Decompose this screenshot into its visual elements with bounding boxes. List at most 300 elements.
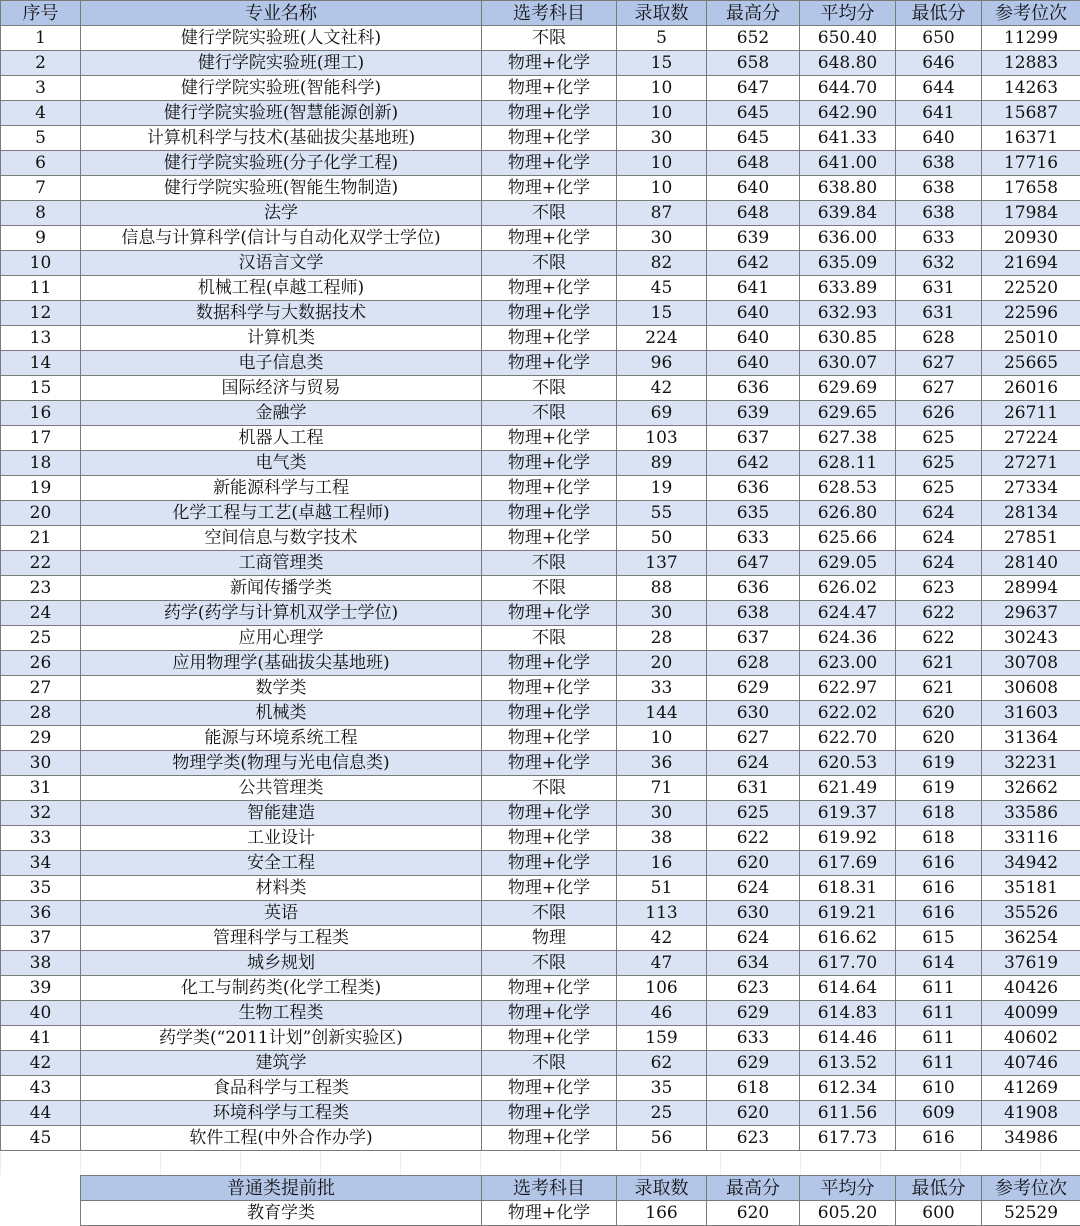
cell-avg-score: 624.47: [800, 601, 896, 626]
cell-subjects: 物理+化学: [482, 1126, 617, 1151]
cell-subjects: 物理+化学: [482, 651, 617, 676]
cell-avg-score: 635.09: [800, 251, 896, 276]
cell-avg-score: 616.62: [800, 926, 896, 951]
cell-min-score: 620: [896, 701, 982, 726]
cell-rank: 30708: [982, 651, 1080, 676]
cell-max-score: 628: [707, 651, 800, 676]
cell-admitted-count: 36: [617, 751, 707, 776]
table-row: [1, 801, 1080, 826]
cell-min-score: 624: [896, 501, 982, 526]
cell-admitted-count: 47: [617, 951, 707, 976]
cell-admitted-count: 25: [617, 1101, 707, 1126]
cell-avg-score: 628.53: [800, 476, 896, 501]
cell-index: 45: [1, 1126, 81, 1151]
cell-min-score: 620: [896, 726, 982, 751]
cell-index: 3: [1, 76, 81, 101]
cell-index: 12: [1, 301, 81, 326]
cell-index: 17: [1, 426, 81, 451]
cell-min-score: 626: [896, 401, 982, 426]
cell-avg-score: 617.73: [800, 1126, 896, 1151]
cell-major-name: 食品科学与工程类: [81, 1076, 482, 1101]
cell-min-score: 646: [896, 51, 982, 76]
cell-avg-score: 641.33: [800, 126, 896, 151]
cell-min-score: 619: [896, 751, 982, 776]
cell-max-score: 640: [707, 326, 800, 351]
cell-min-score: 625: [896, 426, 982, 451]
cell-min-score: 632: [896, 251, 982, 276]
cell-major-name: 国际经济与贸易: [81, 376, 482, 401]
cell-admitted-count: 50: [617, 526, 707, 551]
cell-avg-score: 626.80: [800, 501, 896, 526]
cell-rank: 17984: [982, 201, 1080, 226]
table-row: [1, 551, 1080, 576]
header-subjects: 选考科目: [482, 1176, 617, 1201]
cell-max-score: 637: [707, 426, 800, 451]
cell-index: 29: [1, 726, 81, 751]
cell-avg-score: 622.02: [800, 701, 896, 726]
cell-min-score: 631: [896, 276, 982, 301]
header-index: 序号: [1, 1, 81, 26]
table-row: [1, 1001, 1080, 1026]
cell-min-score: 650: [896, 26, 982, 51]
cell-index: 8: [1, 201, 81, 226]
cell-subjects: 物理+化学: [482, 101, 617, 126]
cell-subjects: 物理+化学: [482, 1076, 617, 1101]
cell-subjects: 物理+化学: [482, 1201, 617, 1226]
cell-admitted-count: 56: [617, 1126, 707, 1151]
cell-subjects: 物理+化学: [482, 826, 617, 851]
cell-max-score: 634: [707, 951, 800, 976]
cell-index: 11: [1, 276, 81, 301]
cell-index: 20: [1, 501, 81, 526]
table-row: [1, 201, 1080, 226]
cell-rank: 27224: [982, 426, 1080, 451]
cell-min-score: 618: [896, 801, 982, 826]
table-row: [1, 876, 1080, 901]
cell-min-score: 615: [896, 926, 982, 951]
cell-avg-score: 629.05: [800, 551, 896, 576]
cell-max-score: 630: [707, 701, 800, 726]
cell-index: 31: [1, 776, 81, 801]
cell-rank: 22520: [982, 276, 1080, 301]
cell-min-score: 628: [896, 326, 982, 351]
table-row: [1, 101, 1080, 126]
table-row: [1, 276, 1080, 301]
table-row: [1, 526, 1080, 551]
cell-admitted-count: 224: [617, 326, 707, 351]
table-row: [1, 301, 1080, 326]
cell-major-name: 建筑学: [81, 1051, 482, 1076]
cell-major-name: 数学类: [81, 676, 482, 701]
cell-index: 5: [1, 126, 81, 151]
cell-major-name: 金融学: [81, 401, 482, 426]
cell-avg-score: 618.31: [800, 876, 896, 901]
cell-subjects: 物理+化学: [482, 76, 617, 101]
early-batch-header-row: [81, 1176, 1080, 1201]
cell-admitted-count: 46: [617, 1001, 707, 1026]
cell-admitted-count: 103: [617, 426, 707, 451]
cell-index: 35: [1, 876, 81, 901]
cell-rank: 41908: [982, 1101, 1080, 1126]
cell-admitted-count: 106: [617, 976, 707, 1001]
cell-index: 30: [1, 751, 81, 776]
cell-subjects: 不限: [482, 376, 617, 401]
cell-admitted-count: 19: [617, 476, 707, 501]
cell-index: 2: [1, 51, 81, 76]
cell-index: 16: [1, 401, 81, 426]
cell-subjects: 物理+化学: [482, 451, 617, 476]
cell-admitted-count: 45: [617, 276, 707, 301]
cell-avg-score: 642.90: [800, 101, 896, 126]
table-row: [1, 1051, 1080, 1076]
cell-index: 28: [1, 701, 81, 726]
cell-major-name: 材料类: [81, 876, 482, 901]
cell-index: 23: [1, 576, 81, 601]
cell-major-name: 机械类: [81, 701, 482, 726]
table-row: [1, 51, 1080, 76]
cell-subjects: 物理+化学: [482, 676, 617, 701]
cell-max-score: 623: [707, 976, 800, 1001]
cell-subjects: 物理+化学: [482, 226, 617, 251]
cell-min-score: 638: [896, 151, 982, 176]
cell-max-score: 638: [707, 601, 800, 626]
cell-major-name: 教育学类: [81, 1201, 482, 1226]
cell-max-score: 641: [707, 276, 800, 301]
cell-admitted-count: 82: [617, 251, 707, 276]
cell-major-name: 健行学院实验班(人文社科): [81, 26, 482, 51]
cell-rank: 25010: [982, 326, 1080, 351]
cell-min-score: 644: [896, 76, 982, 101]
cell-index: 36: [1, 901, 81, 926]
table-row: [1, 226, 1080, 251]
cell-rank: 34986: [982, 1126, 1080, 1151]
cell-index: 24: [1, 601, 81, 626]
cell-rank: 20930: [982, 226, 1080, 251]
cell-major-name: 健行学院实验班(理工): [81, 51, 482, 76]
cell-admitted-count: 10: [617, 726, 707, 751]
cell-admitted-count: 69: [617, 401, 707, 426]
cell-admitted-count: 28: [617, 626, 707, 651]
table-row: [1, 851, 1080, 876]
cell-max-score: 620: [707, 1201, 800, 1226]
table-row: [1, 926, 1080, 951]
cell-admitted-count: 15: [617, 51, 707, 76]
table-row: [1, 626, 1080, 651]
cell-avg-score: 648.80: [800, 51, 896, 76]
header-rank: 参考位次: [982, 1, 1080, 26]
table-row: [1, 726, 1080, 751]
cell-avg-score: 628.11: [800, 451, 896, 476]
cell-avg-score: 622.70: [800, 726, 896, 751]
cell-max-score: 625: [707, 801, 800, 826]
header-avg-score: 平均分: [800, 1, 896, 26]
cell-major-name: 生物工程类: [81, 1001, 482, 1026]
cell-admitted-count: 30: [617, 126, 707, 151]
cell-admitted-count: 30: [617, 801, 707, 826]
cell-avg-score: 617.70: [800, 951, 896, 976]
cell-rank: 33116: [982, 826, 1080, 851]
table-row: [1, 1126, 1080, 1151]
table-row: [1, 1101, 1080, 1126]
cell-index: 7: [1, 176, 81, 201]
cell-index: 4: [1, 101, 81, 126]
cell-max-score: 640: [707, 176, 800, 201]
cell-min-score: 631: [896, 301, 982, 326]
cell-subjects: 物理+化学: [482, 976, 617, 1001]
cell-avg-score: 621.49: [800, 776, 896, 801]
cell-index: 26: [1, 651, 81, 676]
cell-subjects: 物理: [482, 926, 617, 951]
cell-rank: 17658: [982, 176, 1080, 201]
table-row: [1, 1076, 1080, 1101]
cell-rank: 27271: [982, 451, 1080, 476]
cell-rank: 40602: [982, 1026, 1080, 1051]
cell-max-score: 645: [707, 126, 800, 151]
cell-subjects: 物理+化学: [482, 351, 617, 376]
cell-rank: 26016: [982, 376, 1080, 401]
cell-index: 37: [1, 926, 81, 951]
cell-subjects: 物理+化学: [482, 51, 617, 76]
cell-min-score: 624: [896, 551, 982, 576]
cell-subjects: 不限: [482, 401, 617, 426]
cell-major-name: 电子信息类: [81, 351, 482, 376]
cell-avg-score: 614.83: [800, 1001, 896, 1026]
cell-admitted-count: 51: [617, 876, 707, 901]
cell-rank: 32231: [982, 751, 1080, 776]
cell-index: 13: [1, 326, 81, 351]
cell-avg-score: 638.80: [800, 176, 896, 201]
cell-index: 22: [1, 551, 81, 576]
cell-min-score: 616: [896, 1126, 982, 1151]
table-row: [1, 401, 1080, 426]
table-body: [1, 26, 1080, 1151]
cell-admitted-count: 88: [617, 576, 707, 601]
table-row: [1, 776, 1080, 801]
table-row: [1, 351, 1080, 376]
cell-admitted-count: 62: [617, 1051, 707, 1076]
cell-index: 32: [1, 801, 81, 826]
cell-subjects: 物理+化学: [482, 151, 617, 176]
cell-avg-score: 605.20: [800, 1201, 896, 1226]
cell-major-name: 工业设计: [81, 826, 482, 851]
cell-subjects: 物理+化学: [482, 501, 617, 526]
cell-avg-score: 633.89: [800, 276, 896, 301]
cell-major-name: 英语: [81, 901, 482, 926]
table-row: [1, 701, 1080, 726]
cell-major-name: 计算机科学与技术(基础拔尖基地班): [81, 126, 482, 151]
cell-rank: 41269: [982, 1076, 1080, 1101]
cell-rank: 31364: [982, 726, 1080, 751]
cell-admitted-count: 166: [617, 1201, 707, 1226]
cell-rank: 52529: [982, 1201, 1080, 1226]
cell-min-score: 616: [896, 851, 982, 876]
cell-major-name: 健行学院实验班(智能生物制造): [81, 176, 482, 201]
cell-max-score: 648: [707, 201, 800, 226]
cell-max-score: 642: [707, 451, 800, 476]
cell-min-score: 622: [896, 626, 982, 651]
cell-avg-score: 619.37: [800, 801, 896, 826]
cell-admitted-count: 42: [617, 376, 707, 401]
cell-avg-score: 650.40: [800, 26, 896, 51]
table-row: [1, 751, 1080, 776]
cell-admitted-count: 10: [617, 101, 707, 126]
cell-max-score: 629: [707, 1051, 800, 1076]
cell-max-score: 633: [707, 526, 800, 551]
cell-min-score: 640: [896, 126, 982, 151]
header-max-score: 最高分: [707, 1176, 800, 1201]
header-admitted-count: 录取数: [617, 1, 707, 26]
cell-major-name: 计算机类: [81, 326, 482, 351]
cell-rank: 35526: [982, 901, 1080, 926]
cell-major-name: 城乡规划: [81, 951, 482, 976]
cell-index: 6: [1, 151, 81, 176]
cell-rank: 12883: [982, 51, 1080, 76]
cell-avg-score: 629.65: [800, 401, 896, 426]
cell-max-score: 620: [707, 1101, 800, 1126]
cell-admitted-count: 55: [617, 501, 707, 526]
cell-max-score: 618: [707, 1076, 800, 1101]
cell-rank: 32662: [982, 776, 1080, 801]
cell-major-name: 化工与制药类(化学工程类): [81, 976, 482, 1001]
cell-avg-score: 644.70: [800, 76, 896, 101]
table-row: [1, 26, 1080, 51]
cell-max-score: 652: [707, 26, 800, 51]
cell-max-score: 636: [707, 376, 800, 401]
cell-rank: 11299: [982, 26, 1080, 51]
table-row: [1, 151, 1080, 176]
cell-admitted-count: 10: [617, 176, 707, 201]
cell-rank: 29637: [982, 601, 1080, 626]
cell-admitted-count: 30: [617, 226, 707, 251]
cell-min-score: 619: [896, 776, 982, 801]
early-batch-table: [80, 1175, 1080, 1226]
cell-avg-score: 617.69: [800, 851, 896, 876]
table-row: [1, 76, 1080, 101]
cell-min-score: 618: [896, 826, 982, 851]
cell-subjects: 物理+化学: [482, 426, 617, 451]
cell-avg-score: 622.97: [800, 676, 896, 701]
cell-max-score: 627: [707, 726, 800, 751]
table-row: [1, 676, 1080, 701]
table-row: [1, 176, 1080, 201]
cell-min-score: 638: [896, 201, 982, 226]
cell-index: 15: [1, 376, 81, 401]
cell-avg-score: 624.36: [800, 626, 896, 651]
cell-avg-score: 612.34: [800, 1076, 896, 1101]
cell-admitted-count: 38: [617, 826, 707, 851]
cell-major-name: 管理科学与工程类: [81, 926, 482, 951]
cell-index: 9: [1, 226, 81, 251]
cell-min-score: 609: [896, 1101, 982, 1126]
cell-subjects: 不限: [482, 626, 617, 651]
cell-major-name: 环境科学与工程类: [81, 1101, 482, 1126]
cell-min-score: 616: [896, 901, 982, 926]
cell-avg-score: 632.93: [800, 301, 896, 326]
cell-subjects: 不限: [482, 1051, 617, 1076]
header-subjects: 选考科目: [482, 1, 617, 26]
cell-major-name: 汉语言文学: [81, 251, 482, 276]
cell-subjects: 物理+化学: [482, 476, 617, 501]
cell-min-score: 616: [896, 876, 982, 901]
cell-major-name: 健行学院实验班(智慧能源创新): [81, 101, 482, 126]
cell-min-score: 611: [896, 1026, 982, 1051]
cell-rank: 28994: [982, 576, 1080, 601]
table-row: [1, 126, 1080, 151]
cell-index: 42: [1, 1051, 81, 1076]
cell-rank: 16371: [982, 126, 1080, 151]
cell-rank: 37619: [982, 951, 1080, 976]
cell-subjects: 物理+化学: [482, 851, 617, 876]
cell-admitted-count: 30: [617, 601, 707, 626]
cell-subjects: 物理+化学: [482, 301, 617, 326]
cell-admitted-count: 16: [617, 851, 707, 876]
cell-subjects: 物理+化学: [482, 751, 617, 776]
cell-subjects: 不限: [482, 901, 617, 926]
cell-admitted-count: 5: [617, 26, 707, 51]
cell-min-score: 621: [896, 676, 982, 701]
cell-major-name: 能源与环境系统工程: [81, 726, 482, 751]
cell-subjects: 不限: [482, 776, 617, 801]
cell-max-score: 623: [707, 1126, 800, 1151]
cell-major-name: 安全工程: [81, 851, 482, 876]
table-row: [1, 376, 1080, 401]
cell-rank: 35181: [982, 876, 1080, 901]
cell-min-score: 625: [896, 451, 982, 476]
cell-subjects: 不限: [482, 26, 617, 51]
cell-avg-score: 629.69: [800, 376, 896, 401]
cell-min-score: 600: [896, 1201, 982, 1226]
cell-min-score: 624: [896, 526, 982, 551]
cell-subjects: 物理+化学: [482, 726, 617, 751]
cell-avg-score: 627.38: [800, 426, 896, 451]
cell-min-score: 611: [896, 1001, 982, 1026]
cell-admitted-count: 159: [617, 1026, 707, 1051]
cell-index: 10: [1, 251, 81, 276]
cell-index: 34: [1, 851, 81, 876]
cell-max-score: 639: [707, 401, 800, 426]
cell-subjects: 不限: [482, 251, 617, 276]
cell-index: 18: [1, 451, 81, 476]
cell-index: 27: [1, 676, 81, 701]
cell-avg-score: 626.02: [800, 576, 896, 601]
cell-avg-score: 614.46: [800, 1026, 896, 1051]
cell-avg-score: 619.92: [800, 826, 896, 851]
cell-index: 38: [1, 951, 81, 976]
cell-avg-score: 630.85: [800, 326, 896, 351]
cell-min-score: 614: [896, 951, 982, 976]
cell-max-score: 639: [707, 226, 800, 251]
cell-subjects: 物理+化学: [482, 601, 617, 626]
table-row: [1, 651, 1080, 676]
cell-min-score: 610: [896, 1076, 982, 1101]
cell-max-score: 629: [707, 1001, 800, 1026]
cell-admitted-count: 10: [617, 151, 707, 176]
cell-max-score: 647: [707, 551, 800, 576]
cell-subjects: 物理+化学: [482, 876, 617, 901]
cell-max-score: 636: [707, 576, 800, 601]
cell-subjects: 物理+化学: [482, 176, 617, 201]
cell-rank: 28134: [982, 501, 1080, 526]
table-row: [1, 826, 1080, 851]
cell-major-name: 智能建造: [81, 801, 482, 826]
table-row: [1, 1026, 1080, 1051]
cell-subjects: 不限: [482, 201, 617, 226]
cell-max-score: 642: [707, 251, 800, 276]
cell-max-score: 631: [707, 776, 800, 801]
cell-max-score: 640: [707, 351, 800, 376]
table-row: [1, 576, 1080, 601]
cell-max-score: 622: [707, 826, 800, 851]
